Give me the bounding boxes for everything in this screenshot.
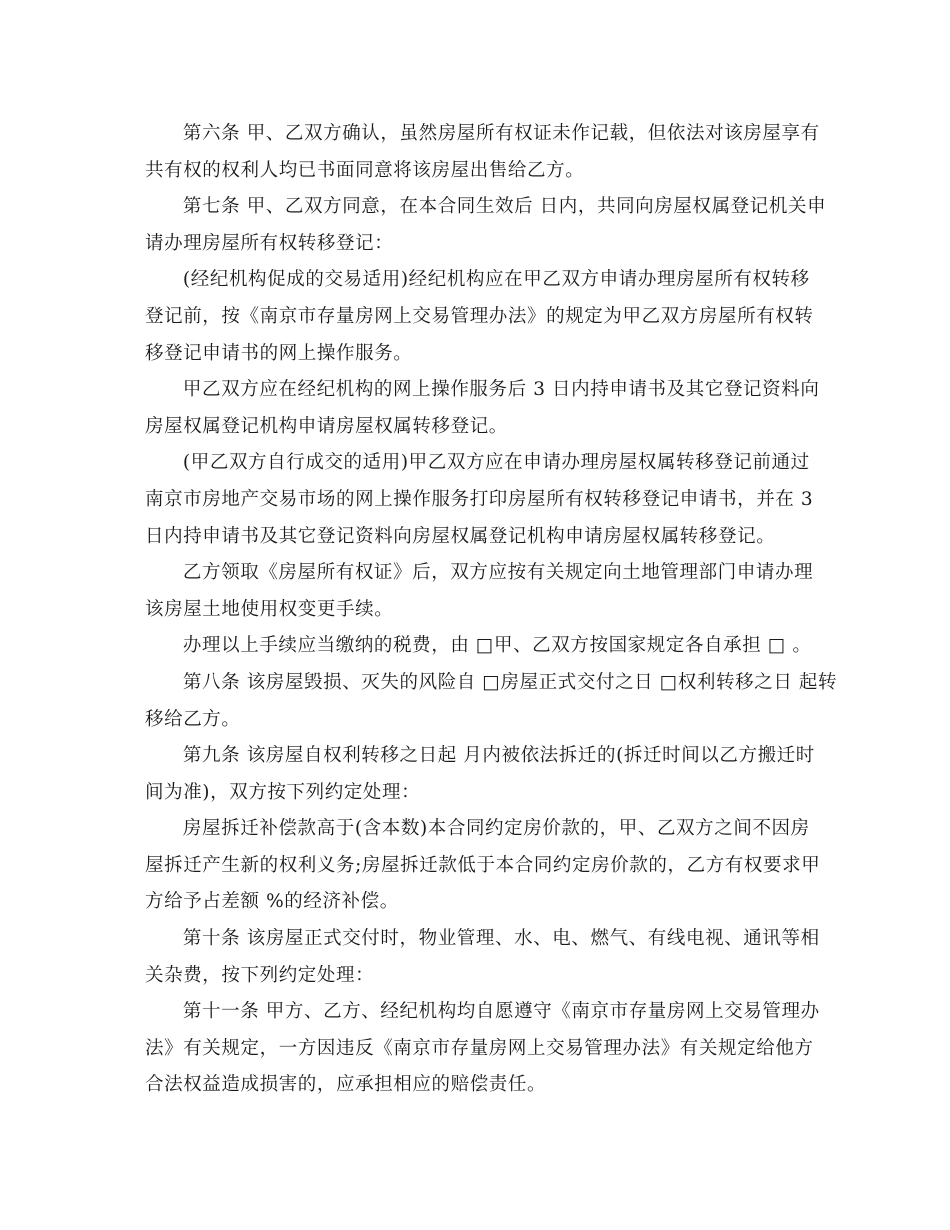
text-line: 第八条 该房屋毁损、灭失的风险自 □房屋正式交付之日 □权利转移之日 起转: [182, 671, 838, 693]
paragraph-article-6: [145, 116, 820, 189]
text-line: 该房屋土地使用权变更手续。: [145, 598, 394, 620]
document-body: [145, 116, 838, 1104]
paragraph-article-9: [145, 738, 815, 811]
text-line: 房屋权属登记机构申请房屋权属转移登记。: [145, 415, 508, 437]
text-line: 移给乙方。: [145, 708, 241, 730]
text-line: 南京市房地产交易市场的网上操作服务打印房屋所有权转移登记申请书，并在 3: [145, 488, 814, 510]
text-line: 关杂费，按下列约定处理：: [145, 964, 375, 986]
text-line: 办理以上手续应当缴纳的税费，由 □甲、乙双方按国家规定各自承担 □ 。: [182, 635, 812, 657]
paragraph-article-7: [145, 189, 827, 262]
paragraph-article-10: [145, 921, 820, 994]
text-line: 共有权的权利人均已书面同意将该房屋出售给乙方。: [145, 159, 585, 181]
paragraph-demolition-compensation: [145, 811, 821, 921]
text-line: 日内持申请书及其它登记资料向房屋权属登记机构申请房屋权属转移登记。: [145, 525, 776, 547]
text-line: 合法权益造成损害的，应承担相应的赔偿责任。: [145, 1074, 547, 1096]
paragraph-article-11: [145, 994, 820, 1104]
paragraph-land-use-right: [145, 555, 814, 628]
text-line: (甲乙双方自行成交的适用)甲乙双方应在申请办理房屋权属转移登记前通过: [182, 452, 810, 474]
text-line: 请办理房屋所有权转移登记：: [145, 232, 394, 254]
paragraph-self-transaction: [145, 445, 814, 555]
text-line: 乙方领取《房屋所有权证》后，双方应按有关规定向土地管理部门申请办理: [182, 562, 814, 584]
text-line: 房屋拆迁补偿款高于(含本数)本合同约定房价款的，甲、乙双方之间不因房: [182, 818, 810, 840]
text-line: 方给予占差额 %的经济补偿。: [145, 891, 399, 913]
text-line: 移登记申请书的网上操作服务。: [145, 342, 413, 364]
text-line: 第十一条 甲方、乙方、经纪机构均自愿遵守《南京市存量房网上交易管理办: [182, 1001, 820, 1023]
text-line: 第九条 该房屋自权利转移之日起 月内被依法拆迁的(拆迁时间以乙方搬迁时: [182, 745, 815, 767]
text-line: 第六条 甲、乙双方确认，虽然房屋所有权证未作记载，但依法对该房屋享有: [182, 123, 820, 144]
paragraph-agency-transaction: [145, 262, 814, 372]
text-line: (经纪机构促成的交易适用)经纪机构应在甲乙双方申请办理房屋所有权转移: [182, 269, 810, 291]
text-line: 间为准)，双方按下列约定处理：: [145, 781, 421, 803]
text-line: 屋拆迁产生新的权利义务;房屋拆迁款低于本合同约定房价款的，乙方有权要求甲: [145, 854, 821, 876]
text-line: 第七条 甲、乙双方同意，在本合同生效后 日内，共同向房屋权属登记机关申: [182, 196, 827, 218]
text-line: 法》有关规定，一方因违反《南京市存量房网上交易管理办法》有关规定给他方: [145, 1037, 814, 1059]
paragraph-online-service: [145, 372, 820, 445]
paragraph-taxes: [145, 628, 812, 665]
text-line: 第十条 该房屋正式交付时，物业管理、水、电、燃气、有线电视、通讯等相: [182, 928, 820, 950]
text-line: 登记前，按《南京市存量房网上交易管理办法》的规定为甲乙双方房屋所有权转: [145, 305, 814, 327]
text-line: 甲乙双方应在经纪机构的网上操作服务后 3 日内持申请书及其它登记资料向: [182, 379, 820, 401]
paragraph-article-8: [145, 665, 838, 738]
